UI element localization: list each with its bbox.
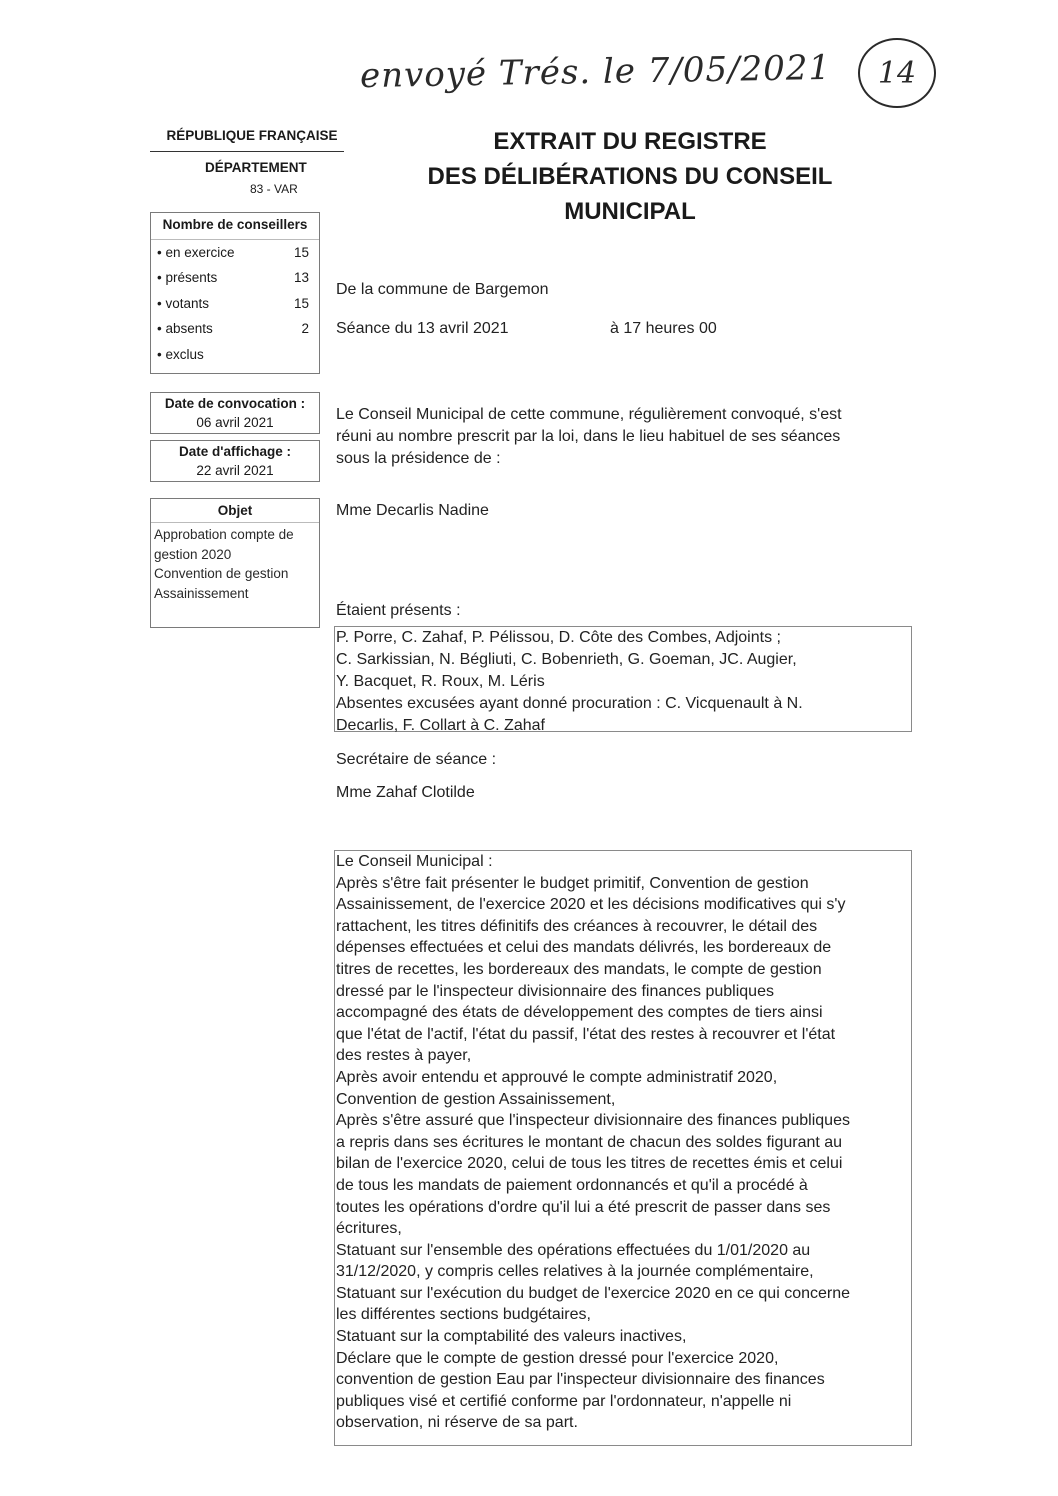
deliberation-line: 31/12/2020, y compris celles relatives à la journée complémentaire,: [336, 1263, 814, 1281]
deliberation-line: de tous les mandats de paiement ordonnancés et qu'il a procédé à: [336, 1176, 808, 1194]
paragraph-line: sous la présidence de :: [336, 450, 501, 467]
departement-value: 83 - VAR: [250, 182, 298, 196]
objet-line: Approbation compte de: [154, 527, 294, 542]
deliberation-line: Statuant sur la comptabilité des valeurs inactives,: [336, 1328, 687, 1346]
conseillers-box: [150, 212, 320, 374]
conseillers-row-label: • exclus: [157, 347, 204, 362]
conseillers-row-value: 15: [293, 245, 309, 260]
presents-line: Absentes excusées ayant donné procuration : C. Vicquenault à N.: [336, 695, 803, 712]
deliberation-line: toutes les opérations d'ordre qu'il lui a été prescrit de passer dans ses: [336, 1198, 831, 1216]
convocation-box: [150, 392, 320, 434]
deliberation-line: a repris dans ses écritures le montant de chacun des soldes figurant au: [336, 1133, 843, 1151]
deliberation-line: titres de recettes, les bordereaux des mandats, le compte de gestion: [336, 960, 822, 978]
presents-line: Y. Bacquet, R. Roux, M. Léris: [336, 673, 545, 690]
deliberation-line: Déclare que le compte de gestion dressé pour l'exercice 2020,: [336, 1349, 779, 1367]
convocation-date: 06 avril 2021: [196, 415, 274, 430]
deliberation-line: écritures,: [336, 1220, 402, 1238]
conseillers-row-label: • présents: [157, 270, 218, 285]
deliberation-line: Statuant sur l'exécution du budget de l'exercice 2020 en ce qui concerne: [336, 1284, 851, 1302]
handwritten-note: envoyé Trés. le 7/05/2021: [359, 47, 832, 97]
deliberation-line: que l'état de l'actif, l'état du passif, l'état des restes à recouvrer et l'état: [336, 1025, 836, 1043]
seance-date: Séance du 13 avril 2021: [336, 320, 509, 337]
objet-line: Assainissement: [154, 585, 249, 601]
presidente: Mme Decarlis Nadine: [336, 502, 489, 519]
presents-line: C. Sarkissian, N. Bégliuti, C. Bobenrieth, G. Goeman, JC. Augier,: [336, 651, 797, 668]
deliberation-line: Convention de gestion Assainissement,: [336, 1090, 616, 1108]
deliberation-line: accompagné des états de développement des comptes de tiers ainsi: [336, 1004, 823, 1022]
affichage-label: Date d'affichage :: [179, 444, 291, 459]
affichage-date: 22 avril 2021: [196, 463, 274, 478]
conseillers-row-value: 13: [293, 270, 309, 285]
convocation-label: Date de convocation :: [164, 396, 306, 411]
conseillers-row: [157, 270, 309, 285]
objet-line: Convention de gestion: [154, 566, 289, 581]
objet-label: Objet: [217, 503, 253, 518]
deliberation-line: Le Conseil Municipal :: [336, 853, 493, 870]
document-title: [400, 124, 860, 229]
conseillers-row-label: • votants: [157, 296, 210, 311]
secretaire-label: Secrétaire de séance :: [336, 751, 497, 768]
convocation-paragraph: [336, 404, 916, 470]
objet-box: [150, 498, 320, 628]
presents-line: P. Porre, C. Zahaf, P. Pélissou, D. Côte des Combes, Adjoints ;: [336, 629, 781, 646]
deliberation-line: Après s'être fait présenter le budget primitif, Convention de gestion: [336, 874, 809, 892]
deliberation-line: rattachent, les titres définitifs des créances à recouvrer, le détail des: [336, 917, 818, 935]
affichage-box: [150, 440, 320, 482]
conseillers-row-label: • absents: [157, 321, 213, 336]
deliberation-line: Assainissement, de l'exercice 2020 et les décisions modificatives qui s'y: [336, 896, 846, 914]
title-line: MUNICIPAL: [564, 198, 696, 225]
divider: [151, 522, 319, 523]
conseillers-header: Nombre de conseillers: [162, 217, 308, 232]
conseillers-row: [157, 321, 309, 336]
presents-label: Étaient présents :: [336, 602, 461, 619]
paragraph-line: Le Conseil Municipal de cette commune, régulièrement convoqué, s'est: [336, 406, 842, 423]
deliberation-line: des restes à payer,: [336, 1047, 472, 1065]
departement-label: DÉPARTEMENT: [205, 160, 307, 175]
deliberation-line: dépenses effectuées et celui des mandats délivrés, les bordereaux de: [336, 939, 832, 957]
handwritten-page-number: 14: [858, 38, 936, 108]
presents-line: Decarlis, F. Collart à C. Zahaf: [336, 717, 545, 734]
republique-francaise: RÉPUBLIQUE FRANÇAISE: [166, 128, 338, 143]
commune: De la commune de Bargemon: [336, 281, 549, 298]
divider: [151, 239, 319, 240]
deliberation-line: les différentes sections budgétaires,: [336, 1306, 591, 1324]
deliberation-line: publiques visé et certifié conforme par l'ordonnateur, n'appelle ni: [336, 1392, 792, 1410]
conseillers-row: [157, 296, 309, 311]
title-line: EXTRAIT DU REGISTRE: [493, 128, 767, 155]
secretaire-name: Mme Zahaf Clotilde: [336, 784, 475, 801]
conseillers-row-value: 2: [301, 321, 309, 336]
conseillers-row-value: 15: [293, 296, 309, 311]
conseillers-row: [157, 347, 309, 362]
deliberation-line: bilan de l'exercice 2020, celui de tous les titres de recettes émis et celui: [336, 1155, 843, 1173]
conseillers-row: [157, 245, 309, 260]
deliberation-line: Après avoir entendu et approuvé le compte administratif 2020,: [336, 1068, 778, 1086]
deliberation-line: convention de gestion Eau par l'inspecteur divisionnaire des finances: [336, 1371, 825, 1389]
objet-line: gestion 2020: [154, 546, 232, 562]
deliberation-line: Après s'être assuré que l'inspecteur divisionnaire des finances publiques: [336, 1112, 850, 1130]
seance-heure: à 17 heures 00: [610, 320, 717, 337]
deliberation-line: dressé par le l'inspecteur divisionnaire des finances publiques: [336, 982, 774, 1000]
deliberation-line: observation, ni réserve de sa part.: [336, 1414, 578, 1432]
presents-box: [334, 626, 912, 732]
title-line: DES DÉLIBÉRATIONS DU CONSEIL: [427, 163, 833, 190]
deliberation-line: Statuant sur l'ensemble des opérations effectuées du 1/01/2020 au: [336, 1241, 811, 1259]
conseillers-row-label: • en exercice: [157, 245, 235, 260]
paragraph-line: réuni au nombre prescrit par la loi, dans le lieu habituel de ses séances: [336, 428, 841, 445]
divider: [150, 151, 344, 152]
deliberation-box: [334, 850, 912, 1446]
